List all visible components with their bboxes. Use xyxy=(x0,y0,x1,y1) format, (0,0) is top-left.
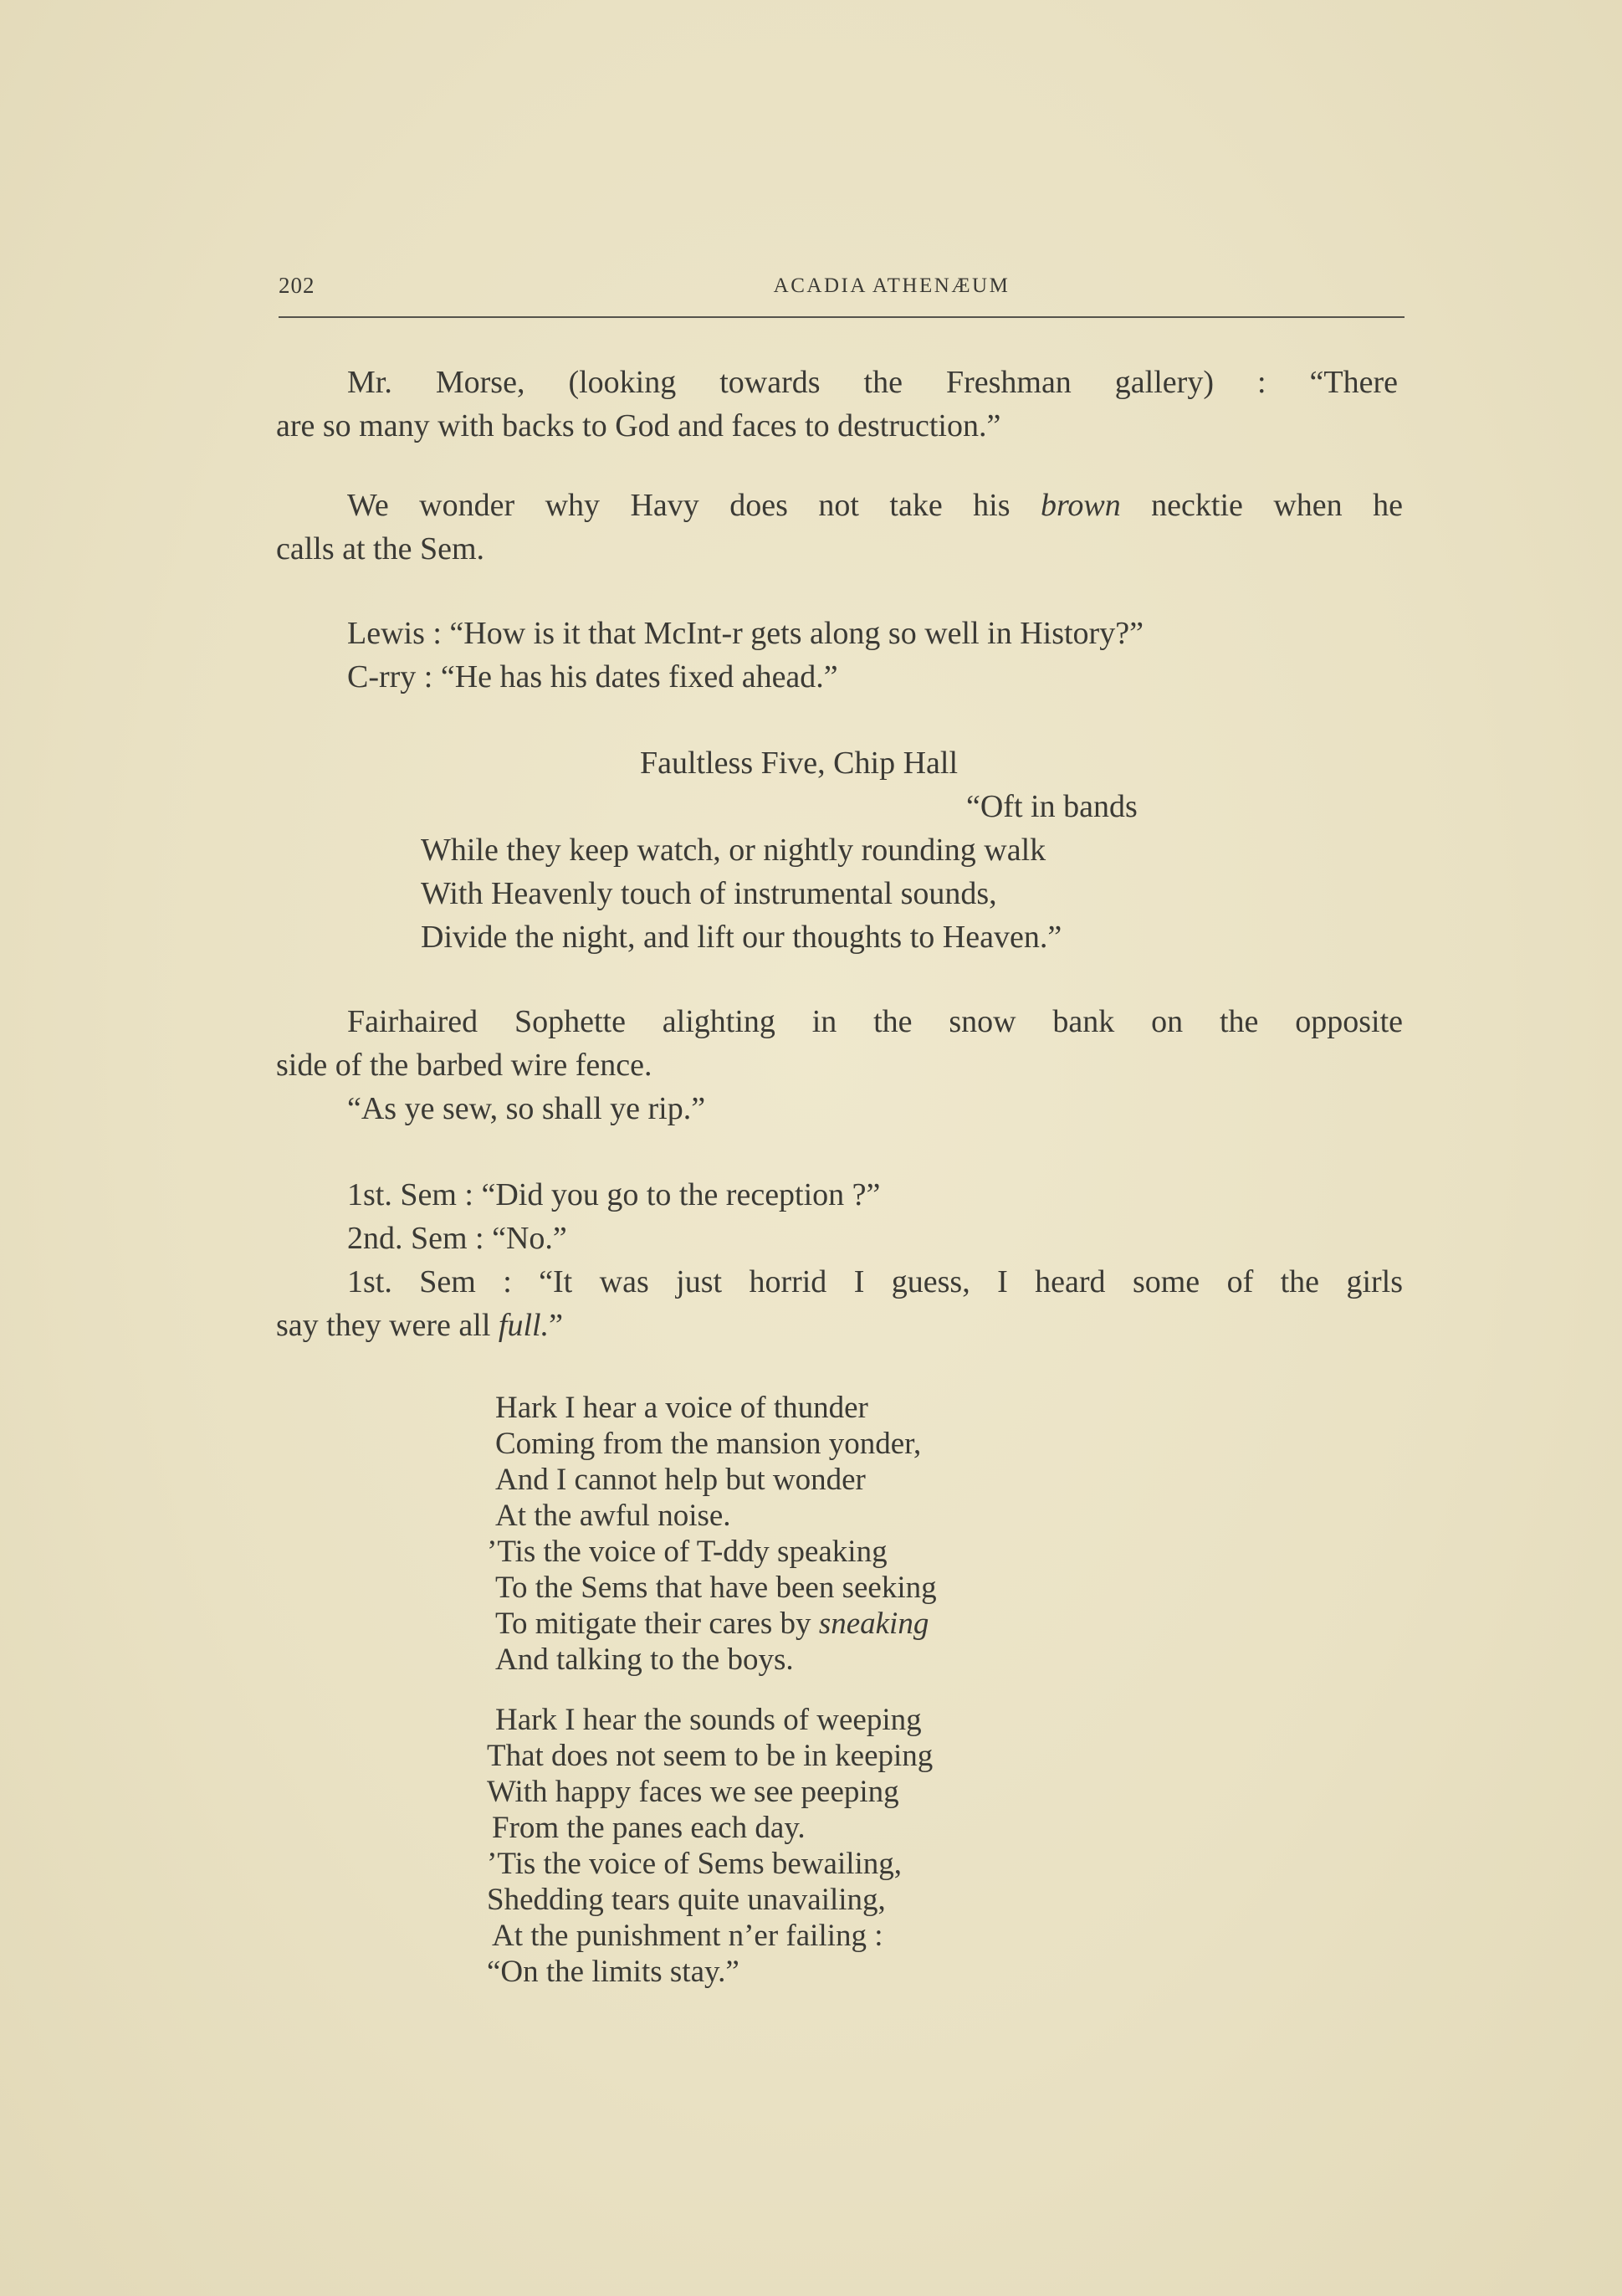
poem-s1-line-3: And I cannot help but wonder xyxy=(495,1463,866,1497)
poem-s2-line-1: Hark I hear the sounds of weeping xyxy=(495,1703,922,1737)
poem-s1-line-2: Coming from the mansion yonder, xyxy=(495,1427,922,1461)
poem-s2-line-7: At the punishment n’er failing : xyxy=(492,1919,883,1953)
sems-line-4-end: ” xyxy=(549,1308,563,1343)
sophette-line-1: Fairhaired Sophette alighting in the snow bank on the opposite xyxy=(347,1004,1403,1039)
havy-italic-word: brown xyxy=(1040,488,1121,523)
poem-s2-line-4: From the panes each day. xyxy=(492,1811,806,1845)
sems-line-3: 1st. Sem : “It was just horrid I guess, I heard some of the girls xyxy=(347,1264,1403,1299)
sems-line-4-start: say they were all xyxy=(276,1308,499,1343)
lewis-line: Lewis : “How is it that McInt-r gets along so well in History?” xyxy=(347,616,1144,651)
poem-s1-line-1: Hark I hear a voice of thunder xyxy=(495,1391,868,1425)
poem-s1-line-7-start: To mitigate their cares by xyxy=(495,1607,819,1641)
faultless-line-3: With Heavenly touch of instrumental sounds, xyxy=(421,876,997,911)
poem-italic-word: sneaking xyxy=(818,1607,929,1641)
morse-line-2: are so many with backs to God and faces to destruction.” xyxy=(276,408,1001,443)
poem-s1-line-5: ’Tis the voice of T-ddy speaking xyxy=(487,1535,888,1569)
page-number: 202 xyxy=(279,273,315,298)
sems-line-1: 1st. Sem : “Did you go to the reception ?” xyxy=(347,1177,881,1212)
sems-line-4 xyxy=(276,1309,563,1341)
sems-line-2: 2nd. Sem : “No.” xyxy=(347,1221,567,1256)
morse-line-1: Mr. Morse, (looking towards the Freshman gallery) : “There xyxy=(347,365,1398,400)
poem-s1-line-4: At the awful noise. xyxy=(495,1499,731,1533)
poem-s2-line-2: That does not seem to be in keeping xyxy=(487,1739,934,1773)
curry-line: C-rry : “He has his dates fixed ahead.” xyxy=(347,659,838,694)
running-head: ACADIA ATHENÆUM xyxy=(773,274,1011,297)
faultless-line-4: Divide the night, and lift our thoughts to Heaven.” xyxy=(421,920,1062,955)
sophette-line-3: “As ye sew, so shall ye rip.” xyxy=(347,1091,706,1126)
page-header xyxy=(279,273,1405,306)
poem-s2-line-3: With happy faces we see peeping xyxy=(487,1775,899,1809)
faultless-title: Faultless Five, Chip Hall xyxy=(640,746,958,781)
header-rule xyxy=(279,316,1405,318)
faultless-line-1: “Oft in bands xyxy=(966,789,1138,824)
poem-s1-line-8: And talking to the boys. xyxy=(495,1643,794,1677)
sophette-line-2: side of the barbed wire fence. xyxy=(276,1048,652,1083)
poem-s1-line-6: To the Sems that have been seeking xyxy=(495,1571,937,1605)
sems-italic-word: full. xyxy=(498,1308,550,1343)
havy-line-1-start: We wonder why Havy does not take his xyxy=(347,488,1041,523)
poem-s1-line-7 xyxy=(495,1608,929,1639)
poem-s2-line-6: Shedding tears quite unavailing, xyxy=(487,1883,886,1917)
poem-s2-line-8: “On the limits stay.” xyxy=(487,1955,739,1989)
faultless-line-2: While they keep watch, or nightly rounding walk xyxy=(421,833,1046,868)
havy-line-1-end: necktie when he xyxy=(1120,488,1403,523)
havy-line-2: calls at the Sem. xyxy=(276,531,485,566)
poem-s2-line-5: ’Tis the voice of Sems bewailing, xyxy=(487,1847,903,1881)
havy-line-1 xyxy=(347,489,1403,521)
